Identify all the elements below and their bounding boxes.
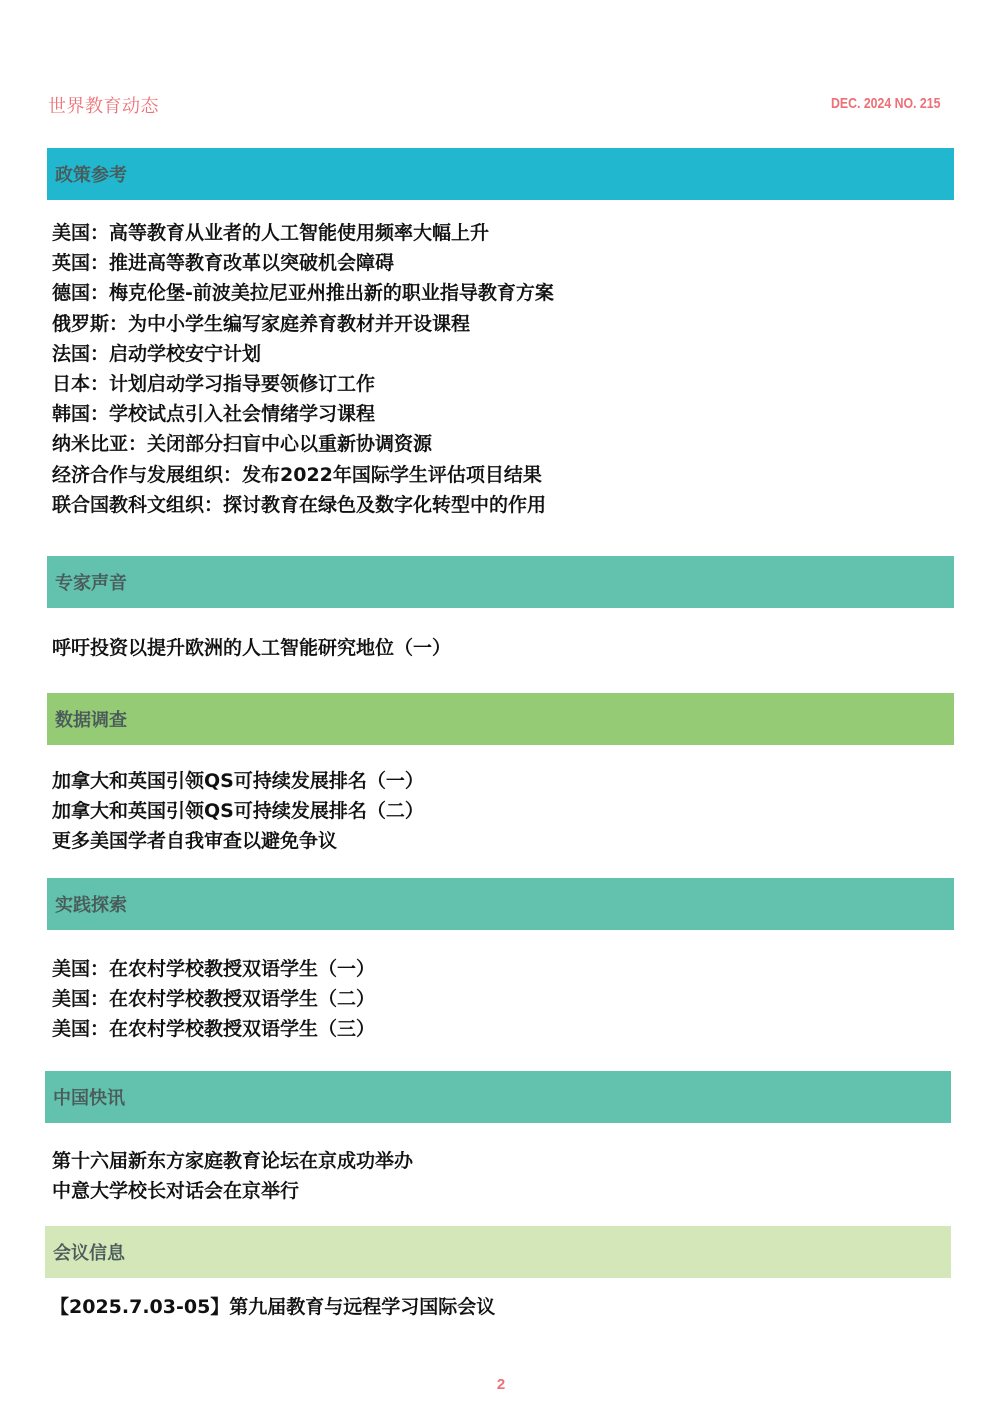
page-number: 2 [496, 1376, 506, 1393]
section-header-conference [45, 1226, 951, 1278]
list-item[interactable]: 更多美国学者自我审查以避免争议 [52, 830, 338, 853]
section-header-data [47, 693, 954, 745]
list-item[interactable]: 法国：启动学校安宁计划 [52, 342, 262, 365]
list-item[interactable]: 纳米比亚：关闭部分扫盲中心以重新协调资源 [52, 433, 433, 456]
section-header-experts [47, 556, 954, 608]
list-item[interactable]: 【2025.7.03-05】第九届教育与远程学习国际会议 [50, 1296, 496, 1318]
list-item[interactable]: 加拿大和英国引领QS可持续发展排名（二） [52, 800, 424, 823]
list-item[interactable]: 美国：在农村学校教授双语学生（三） [52, 1018, 376, 1041]
section-list-experts [52, 633, 451, 663]
list-item[interactable]: 韩国：学校试点引入社会情绪学习课程 [52, 403, 376, 426]
list-item[interactable]: 日本：计划启动学习指导要领修订工作 [52, 372, 376, 395]
section-header-china [45, 1071, 951, 1123]
section-title: 数据调查 [55, 710, 127, 731]
issue-number: DEC. 2024 NO. 215 [830, 95, 940, 112]
list-item[interactable]: 加拿大和英国引领QS可持续发展排名（一） [52, 770, 424, 792]
list-item[interactable]: 联合国教科文组织：探讨教育在绿色及数字化转型中的作用 [52, 493, 547, 516]
section-list-policy [52, 218, 554, 520]
section-title: 中国快讯 [53, 1088, 125, 1109]
list-item[interactable]: 德国：梅克伦堡-前波美拉尼亚州推出新的职业指导教育方案 [52, 282, 554, 305]
list-item[interactable]: 英国：推进高等教育改革以突破机会障碍 [52, 252, 395, 275]
list-item[interactable]: 中意大学校长对话会在京举行 [52, 1180, 300, 1203]
section-title: 政策参考 [55, 165, 127, 186]
section-list-data [52, 766, 424, 857]
list-item[interactable]: 美国：在农村学校教授双语学生（一） [52, 958, 376, 980]
section-list-china [52, 1146, 413, 1206]
section-list-practice [52, 954, 375, 1045]
list-item[interactable]: 美国：在农村学校教授双语学生（二） [52, 988, 376, 1011]
list-item[interactable]: 美国：高等教育从业者的人工智能使用频率大幅上升 [52, 222, 490, 244]
list-item[interactable]: 经济合作与发展组织：发布2022年国际学生评估项目结果 [52, 463, 542, 486]
list-item[interactable]: 俄罗斯：为中小学生编写家庭养育教材并开设课程 [52, 312, 471, 335]
section-list-conference [50, 1292, 495, 1322]
list-item[interactable]: 呼吁投资以提升欧洲的人工智能研究地位（一） [52, 637, 452, 659]
publication-title: 世界教育动态 [48, 96, 159, 117]
section-header-policy [47, 148, 954, 200]
list-item[interactable]: 第十六届新东方家庭教育论坛在京成功举办 [52, 1150, 414, 1172]
section-header-practice [47, 878, 954, 930]
section-title: 实践探索 [55, 895, 127, 916]
section-title: 专家声音 [55, 573, 127, 594]
section-title: 会议信息 [53, 1243, 125, 1264]
